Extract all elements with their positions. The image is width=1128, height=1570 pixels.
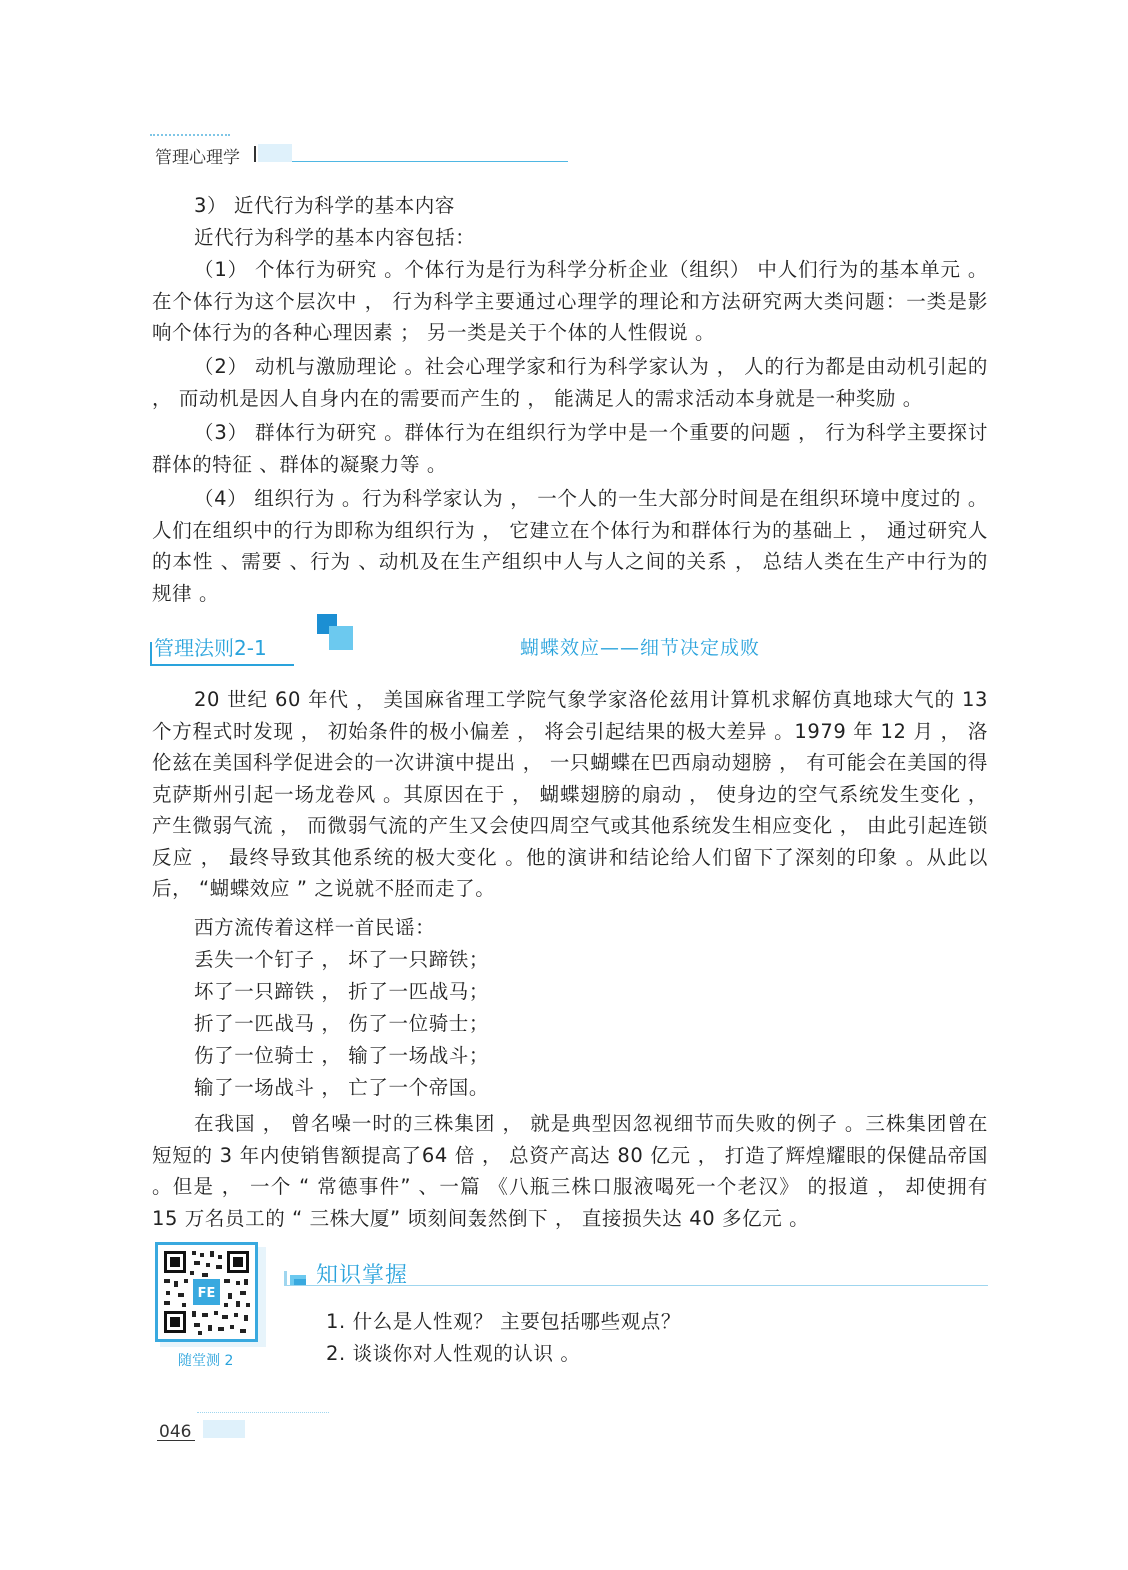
item-individual-behavior: （1） 个体行为研究 。个体行为是行为科学分析企业（组织） 中人们行为的基本单元 。在个体行为这个层次中 ， 行为科学主要通过心理学的理论和方法研究两大类问题：一类是影响个体行为的各种心理因素 ； 另一类是关于个体的人性假说 。 — [152, 258, 988, 344]
qr-code-icon[interactable] — [155, 1242, 258, 1342]
page-number-underline — [157, 1440, 195, 1441]
law-label-left-rule — [150, 642, 152, 664]
knowledge-icon — [284, 1265, 308, 1285]
law-title: 蝴蝶效应——细节决定成败 — [520, 637, 761, 659]
header-rule — [292, 161, 568, 162]
law-paragraph-1: 20 世纪 60 年代 ， 美国麻省理工学院气象学家洛伦兹用计算机求解仿真地球大气的 13 个方程式时发现 ， 初始条件的极小偏差 ， 将会引起结果的极大差异 。1979 年 12 月 ， 洛伦兹在美国科学促进会的一次讲演中提出 ， 一只蝴蝶在巴西扇动翅膀 ， 有可能会在美国的得克萨斯州引起一场龙卷风 。其原因在于 ， 蝴蝶翅膀的扇动 ， 使身边的空气系统发生变化 ， 产生微弱气流 ， 而微弱气流的产生又会使四周空气或其他系统发生相应变化 ， 由此引起连锁反应 ， 最终导致其他系统的极大变化 。他的演讲和结论给人们留下了深刻的印象 。从此以后， “蝴蝶效应 ” 之说就不胫而走了。 — [152, 688, 988, 900]
knowledge-underline — [284, 1285, 988, 1286]
rhyme-line: 伤了一位骑士 ， 输了一场战斗； — [194, 1044, 489, 1067]
law-label-underline — [150, 664, 294, 666]
rhyme-intro: 西方流传着这样一首民谣： — [194, 916, 436, 939]
running-header-title: 管理心理学 — [155, 148, 240, 168]
rhyme-line: 折了一匹战马 ， 伤了一位骑士； — [194, 1012, 489, 1035]
qr-code-pattern — [158, 1245, 255, 1339]
section-heading: 3） 近代行为科学的基本内容 — [194, 194, 456, 217]
footer-dotted-rule — [197, 1412, 329, 1413]
header-accent-block — [258, 144, 292, 162]
item-organization-behavior: （4） 组织行为 。行为科学家认为 ， 一个人的一生大部分时间是在组织环境中度过的 。人们在组织中的行为即称为组织行为 ， 它建立在个体行为和群体行为的基础上 ， 通过研究人的本性 、需要 、行为 、动机及在生产组织中人与人之间的关系 ， 总结人类在生产中行为的规律 。 — [152, 487, 988, 605]
question-item: 2. 谈谈你对人性观的认识 。 — [326, 1342, 581, 1365]
rhyme-line: 坏了一只蹄铁 ， 折了一匹战马； — [194, 980, 489, 1003]
rhyme-line: 丢失一个钉子 ， 坏了一只蹄铁； — [194, 948, 489, 971]
header-divider — [254, 146, 256, 162]
knowledge-title: 知识掌握 — [316, 1263, 409, 1288]
law-paragraph-2: 在我国 ， 曾名噪一时的三株集团 ， 就是典型因忽视细节而失败的例子 。三株集团曾在短短的 3 年内使销售额提高了64 倍 ， 总资产高达 80 亿元 ， 打造了辉煌耀眼的保健品帝国 。但是 ， 一个 “ 常德事件” 、一篇 《八瓶三株口服液喝死一个老汉》 的报道 ， 却使拥有 15 万名员工的 “ 三株大厦” 顷刻间轰然倒下 ， 直接损失达 40 多亿元 。 — [152, 1112, 988, 1230]
qr-caption: 随堂测 2 — [178, 1353, 234, 1369]
section-intro: 近代行为科学的基本内容包括： — [194, 226, 476, 249]
header-dotted-rule — [150, 134, 230, 136]
page-number: 046 — [159, 1422, 192, 1442]
law-square-icon-light — [329, 626, 353, 650]
svg-text:FE: FE — [197, 1286, 216, 1301]
item-motivation: （2） 动机与激励理论 。社会心理学家和行为科学家认为 ， 人的行为都是由动机引起的 ， 而动机是因人自身内在的需要而产生的 ， 能满足人的需求活动本身就是一种奖励 。 — [152, 355, 988, 410]
law-label: 管理法则2-1 — [154, 636, 267, 660]
item-group-behavior: （3） 群体行为研究 。群体行为在组织行为学中是一个重要的问题 ， 行为科学主要探讨群体的特征 、群体的凝聚力等 。 — [152, 421, 988, 476]
rhyme-line: 输了一场战斗 ， 亡了一个帝国。 — [194, 1076, 489, 1099]
question-item: 1. 什么是人性观？ 主要包括哪些观点？ — [326, 1310, 682, 1333]
footer-accent-block — [203, 1420, 245, 1438]
